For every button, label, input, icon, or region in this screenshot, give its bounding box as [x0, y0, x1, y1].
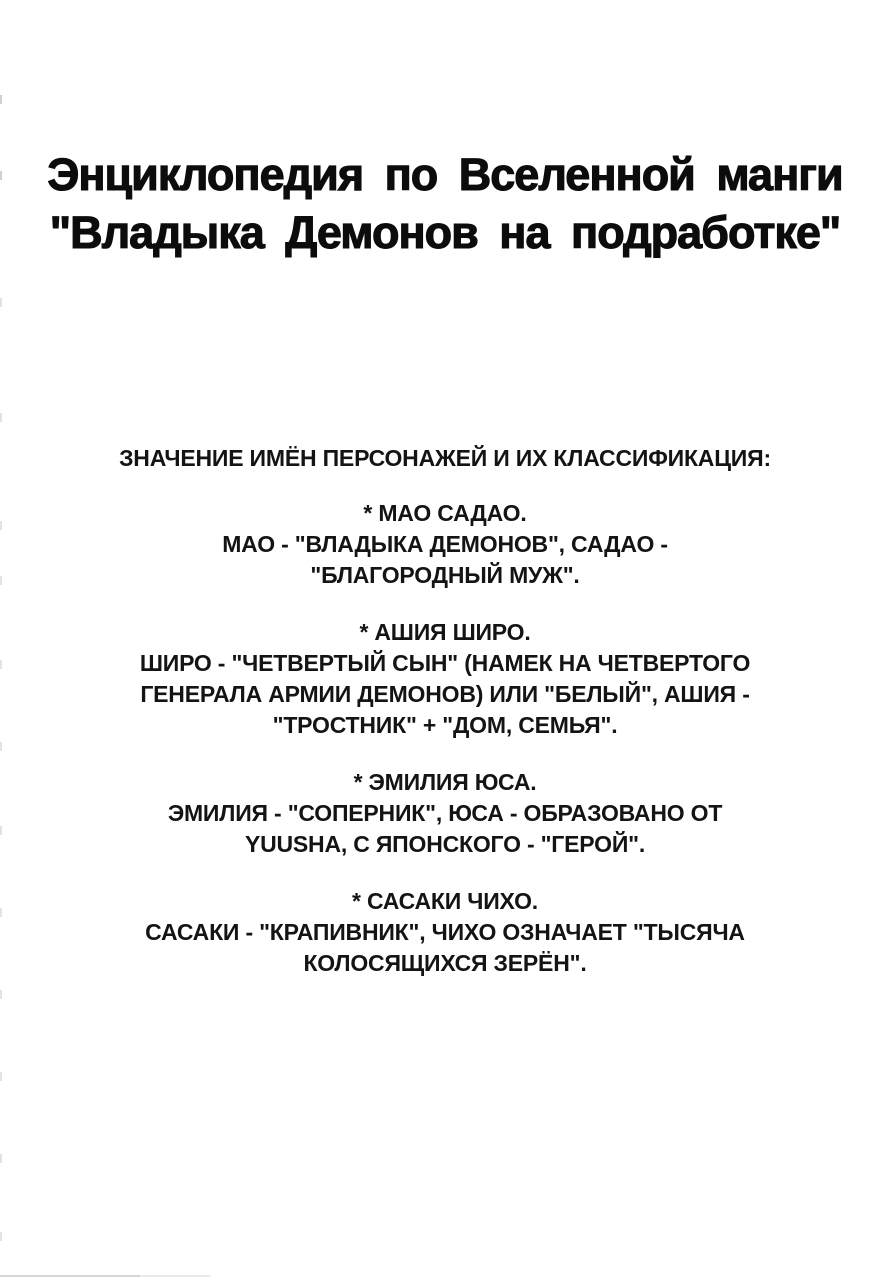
- entry-line: * ЭМИЛИЯ ЮСА.: [353, 769, 537, 795]
- entry-line: "ТРОСТНИК" + "ДОМ, СЕМЬЯ".: [272, 712, 618, 738]
- scan-artifact: [0, 1232, 2, 1241]
- title-line-1: Энциклопедия по Вселенной манги: [47, 149, 843, 200]
- scan-artifact: [0, 1154, 2, 1163]
- scan-artifact: [0, 990, 2, 999]
- entry-line: ГЕНЕРАЛА АРМИИ ДЕМОНОВ) ИЛИ "БЕЛЫЙ", АШИЯ -: [140, 681, 750, 707]
- entry-line: ЭМИЛИЯ - "СОПЕРНИК", ЮСА - ОБРАЗОВАНО ОТ: [167, 800, 723, 826]
- scan-artifact: [0, 576, 2, 585]
- entry-line: * АШИЯ ШИРО.: [359, 619, 531, 645]
- scan-artifact: [0, 298, 2, 307]
- scan-artifact: [0, 660, 2, 669]
- scan-artifact: [0, 1072, 2, 1081]
- scan-artifact: [0, 742, 2, 751]
- entry-line: КОЛОСЯЩИХСЯ ЗЕРЁН".: [303, 950, 587, 976]
- entry-line: САСАКИ - "КРАПИВНИК", ЧИХО ОЗНАЧАЕТ "ТЫСЯЧА: [145, 919, 745, 945]
- entry-line: "БЛАГОРОДНЫЙ МУЖ".: [310, 562, 580, 588]
- scan-artifact: [0, 521, 2, 530]
- scan-artifact: [0, 95, 2, 104]
- section-heading: ЗНАЧЕНИЕ ИМЁН ПЕРСОНАЖЕЙ И ИХ КЛАССИФИКАЦИЯ:: [119, 445, 771, 471]
- entry-line: YUUSHA, С ЯПОНСКОГО - "ГЕРОЙ".: [244, 831, 646, 857]
- encyclopedia-text: [55, 446, 835, 979]
- scan-artifact: [0, 171, 2, 180]
- scan-artifact: [0, 908, 2, 917]
- page-title: [0, 0, 890, 262]
- entry-ashiya-shiro: [55, 617, 835, 741]
- scan-artifact: [0, 413, 2, 422]
- entry-line: * САСАКИ ЧИХО.: [352, 888, 538, 914]
- title-line-2: "Владыка Демонов на подработке": [49, 207, 841, 258]
- entry-line: ШИРО - "ЧЕТВЕРТЫЙ СЫН" (НАМЕК НА ЧЕТВЕРТОГО: [139, 650, 751, 676]
- entry-mao-sadao: [55, 498, 835, 591]
- entry-sasaki-chiho: [55, 886, 835, 979]
- scan-artifact: [0, 826, 2, 835]
- entry-line: МАО - "ВЛАДЫКА ДЕМОНОВ", САДАО -: [222, 531, 668, 557]
- entry-emilia-yusa: [55, 767, 835, 860]
- entry-line: * МАО САДАО.: [363, 500, 527, 526]
